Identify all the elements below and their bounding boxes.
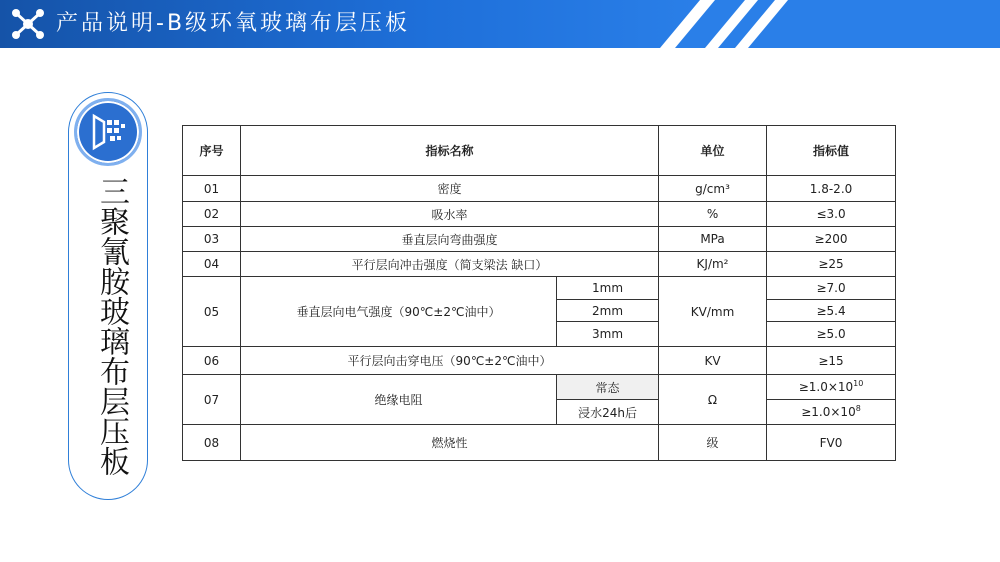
row-name: 垂直层向弯曲强度 bbox=[241, 227, 659, 252]
spec-table bbox=[182, 125, 896, 461]
row-value: ≥5.0 bbox=[767, 322, 896, 347]
row-unit: MPa bbox=[659, 227, 767, 252]
table-row bbox=[183, 347, 896, 375]
row-no: 06 bbox=[183, 347, 241, 375]
row-no: 07 bbox=[183, 375, 241, 425]
table-row bbox=[183, 252, 896, 277]
row-value: ≥25 bbox=[767, 252, 896, 277]
header-unit: 单位 bbox=[659, 126, 767, 176]
header-no: 序号 bbox=[183, 126, 241, 176]
table-row bbox=[183, 375, 896, 400]
row-no: 08 bbox=[183, 425, 241, 461]
row-name: 平行层向冲击强度（简支梁法 缺口） bbox=[241, 252, 659, 277]
laminate-icon bbox=[86, 110, 130, 154]
row-condition: 浸水24h后 bbox=[557, 400, 659, 425]
row-unit: KV bbox=[659, 347, 767, 375]
value-exponent: 8 bbox=[855, 404, 861, 413]
value-base: ≥1.0×10 bbox=[798, 380, 854, 394]
header-value: 指标值 bbox=[767, 126, 896, 176]
row-value: 1.8-2.0 bbox=[767, 176, 896, 202]
value-base: ≥1.0×10 bbox=[801, 405, 856, 419]
table-row bbox=[183, 227, 896, 252]
row-unit: % bbox=[659, 202, 767, 227]
side-title: 三聚氰胺玻璃布层压板 bbox=[94, 176, 129, 476]
row-no: 01 bbox=[183, 176, 241, 202]
row-condition: 1mm bbox=[557, 277, 659, 300]
row-value bbox=[767, 400, 896, 425]
row-no: 04 bbox=[183, 252, 241, 277]
row-no: 05 bbox=[183, 277, 241, 347]
row-name: 平行层向击穿电压（90℃±2℃油中） bbox=[241, 347, 659, 375]
row-name: 燃烧性 bbox=[241, 425, 659, 461]
row-condition: 2mm bbox=[557, 300, 659, 322]
value-exponent: 10 bbox=[853, 379, 864, 388]
row-value: FV0 bbox=[767, 425, 896, 461]
row-value: ≥15 bbox=[767, 347, 896, 375]
header-name: 指标名称 bbox=[241, 126, 659, 176]
row-unit: KJ/m² bbox=[659, 252, 767, 277]
row-no: 03 bbox=[183, 227, 241, 252]
row-unit: 级 bbox=[659, 425, 767, 461]
side-icon-circle bbox=[74, 98, 142, 166]
table-row bbox=[183, 176, 896, 202]
header-banner bbox=[0, 0, 1000, 48]
page-title: 产品说明-B级环氧玻璃布层压板 bbox=[56, 11, 411, 36]
row-condition: 常态 bbox=[557, 375, 659, 400]
row-unit: g/cm³ bbox=[659, 176, 767, 202]
table-row bbox=[183, 277, 896, 300]
row-value: ≥200 bbox=[767, 227, 896, 252]
row-name: 绝缘电阻 bbox=[241, 375, 557, 425]
row-name: 密度 bbox=[241, 176, 659, 202]
molecule-icon bbox=[10, 8, 46, 40]
row-value: ≥5.4 bbox=[767, 300, 896, 322]
row-value: ≤3.0 bbox=[767, 202, 896, 227]
row-condition: 3mm bbox=[557, 322, 659, 347]
table-row bbox=[183, 425, 896, 461]
row-name: 吸水率 bbox=[241, 202, 659, 227]
row-value bbox=[767, 375, 896, 400]
row-unit: KV/mm bbox=[659, 277, 767, 347]
table-header-row bbox=[183, 126, 896, 176]
row-value: ≥7.0 bbox=[767, 277, 896, 300]
table-row bbox=[183, 202, 896, 227]
row-unit: Ω bbox=[659, 375, 767, 425]
row-name: 垂直层向电气强度（90℃±2℃油中） bbox=[241, 277, 557, 347]
row-no: 02 bbox=[183, 202, 241, 227]
